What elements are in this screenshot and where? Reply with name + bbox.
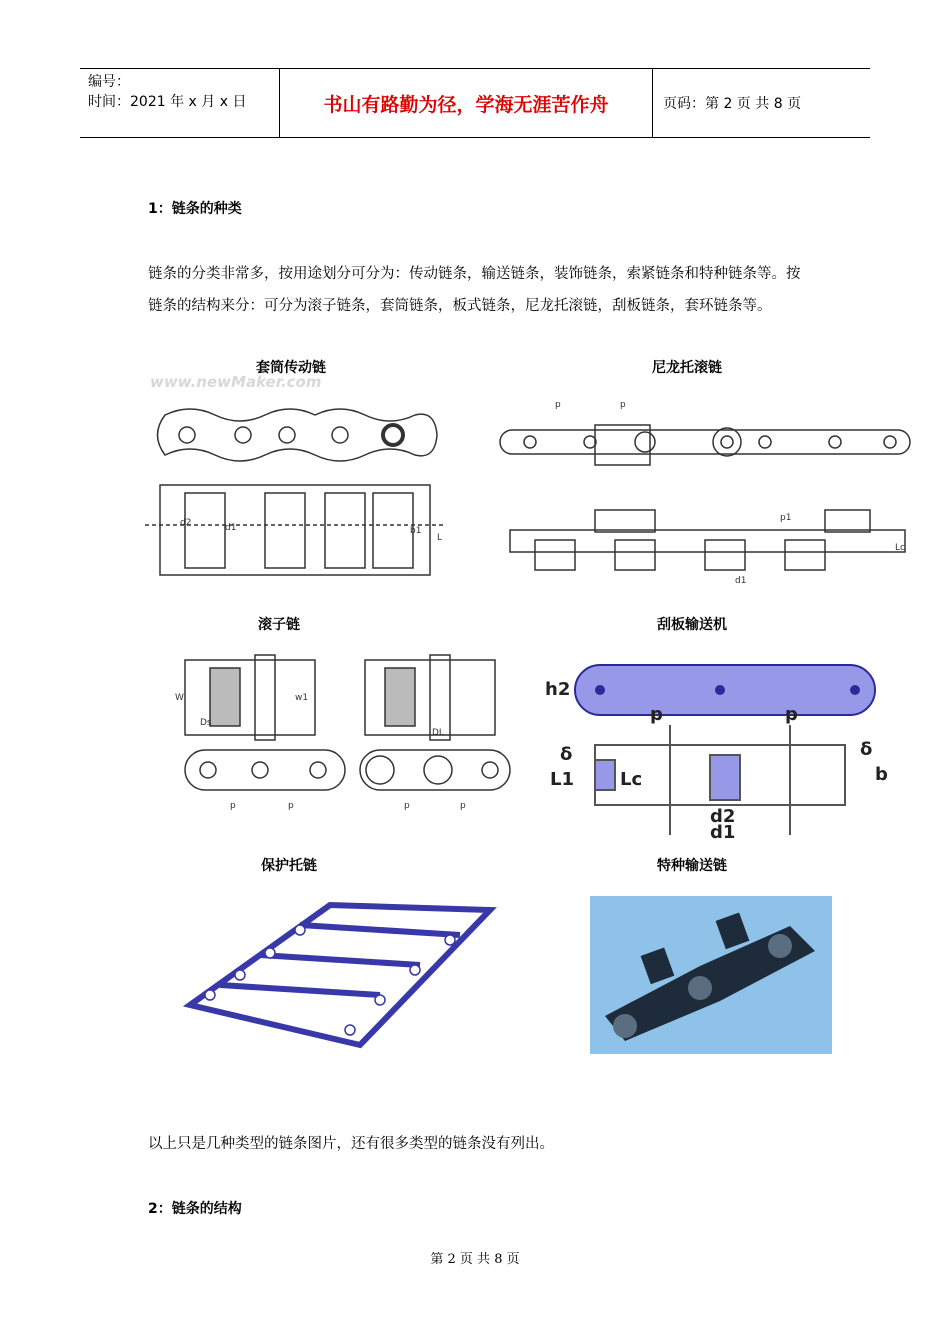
section1-paragraph: 链条的分类非常多，按用途划分可分为：传动链条，输送链条，装饰链条，索紧链条和特种链条等。按链条的结构来分：可分为滚子链条，套筒链条，板式链条，尼龙托滚链，刮板链条，套环链条等。 [148,266,801,314]
special-chain-photo [590,896,832,1054]
svg-text:DL: DL [432,728,444,738]
page-header [80,68,870,138]
caption-special-chain: 特种输送链 [657,858,727,874]
caption-roller-chain: 滚子链 [258,617,300,633]
page-info: 页码：第 2 页 共 8 页 [663,96,802,112]
svg-text:b1: b1 [410,526,422,536]
note-paragraph: 以上只是几种类型的链条图片，还有很多类型的链条没有列出。 [148,1136,554,1152]
svg-text:p: p [230,801,236,811]
svg-text:p: p [460,801,466,811]
caption-sleeve-chain: 套筒传动链 [256,360,326,376]
svg-text:δ: δ [860,739,873,760]
svg-text:L1: L1 [550,769,574,790]
watermark: www.newMaker.com [150,373,322,391]
svg-text:p: p [288,801,294,811]
svg-text:d2: d2 [180,518,192,528]
svg-text:w1: w1 [295,693,309,703]
time-label: 时间：2021 年 x 月 x 日 [88,94,247,110]
svg-text:Ds: Ds [200,718,212,728]
svg-text:p: p [620,400,626,410]
svg-text:Lc: Lc [620,769,643,790]
svg-text:L: L [437,533,443,543]
svg-text:W: W [175,693,184,703]
page-footer: 第 2 页 共 8 页 [430,1252,520,1267]
svg-text:b: b [875,764,888,785]
svg-text:h2: h2 [545,679,571,700]
caption-protective-chain: 保护托链 [261,858,317,874]
svg-text:d1: d1 [735,576,747,586]
motto: 书山有路勤为径，学海无涯苦作舟 [280,69,653,137]
svg-text:p: p [555,400,561,410]
svg-text:p1: p1 [780,513,792,523]
svg-text:d1: d1 [710,822,736,840]
scraper-conveyor-diagram [540,650,905,840]
protective-chain-image [180,895,500,1060]
svg-text:d1: d1 [225,523,237,533]
header-meta [80,69,280,137]
roller-chain-diagram [170,640,515,820]
code-label: 编号： [88,74,130,90]
sleeve-chain-diagram [145,385,455,600]
svg-text:p: p [785,704,798,725]
caption-nylon-chain: 尼龙托滚链 [652,360,722,376]
svg-text:Lc: Lc [895,543,905,553]
section1-heading: 1：链条的种类 [148,201,242,217]
svg-text:p: p [650,704,663,725]
svg-text:δ: δ [560,744,573,765]
svg-text:d2: d2 [710,806,736,827]
section2-heading: 2：链条的结构 [148,1201,242,1217]
caption-scraper-conveyor: 刮板输送机 [657,617,727,633]
svg-text:p: p [404,801,410,811]
nylon-chain-diagram [495,385,915,600]
